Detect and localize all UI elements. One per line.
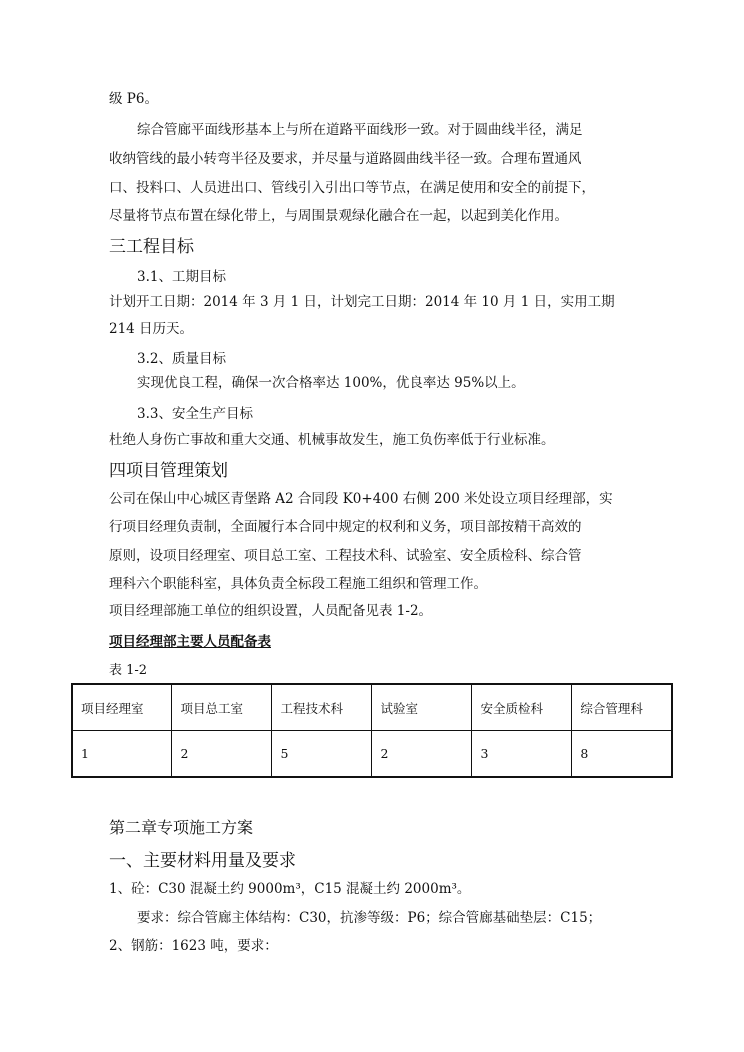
text-line: 1、砼：C30 混凝土约 9000m³，C15 混凝土约 2000m³。 <box>109 881 471 897</box>
text-line: 级 P6。 <box>109 91 158 107</box>
subsection-heading: 3.1、工期目标 <box>137 269 226 285</box>
text-line: 原则，设项目经理室、项目总工室、工程技术科、试验室、安全质检科、综合管 <box>109 548 582 564</box>
table-row <box>72 731 672 778</box>
subsection-heading: 3.3、安全生产目标 <box>137 406 253 422</box>
table-header-row <box>72 684 672 731</box>
table-cell: 1 <box>72 731 172 778</box>
table-header-cell: 试验室 <box>372 684 472 731</box>
table-cell: 2 <box>372 731 472 778</box>
table-title: 项目经理部主要人员配备表 <box>109 634 271 650</box>
table-cell: 5 <box>272 731 372 778</box>
table-header-cell: 安全质检科 <box>472 684 572 731</box>
text-line: 杜绝人身伤亡事故和重大交通、机械事故发生，施工负伤率低于行业标准。 <box>109 432 555 448</box>
text-line: 尽量将节点布置在绿化带上，与周围景观绿化融合在一起，以起到美化作用。 <box>109 208 568 224</box>
table-header-cell: 项目经理室 <box>72 684 172 731</box>
text-line: 项目经理部施工单位的组织设置，人员配备见表 1-2。 <box>109 603 433 619</box>
chapter-heading: 第二章专项施工方案 <box>109 818 254 837</box>
table-cell: 2 <box>172 731 272 778</box>
section-heading: 一、主要材料用量及要求 <box>109 851 296 871</box>
text-line: 综合管廊平面线形基本上与所在道路平面线形一致。对于圆曲线半径，满足 <box>137 122 583 138</box>
section-heading: 四项目管理策划 <box>109 461 228 481</box>
text-line: 要求：综合管廊主体结构：C30，抗渗等级：P6；综合管廊基础垫层：C15； <box>137 910 602 926</box>
text-line: 计划开工日期：2014 年 3 月 1 日，计划完工日期：2014 年 10 月 1 日，实用工期 <box>109 294 615 310</box>
text-line: 实现优良工程，确保一次合格率达 100%，优良率达 95%以上。 <box>137 375 525 391</box>
text-line: 行项目经理负责制，全面履行本合同中规定的权利和义务，项目部按精干高效的 <box>109 519 582 535</box>
text-line: 2、钢筋：1623 吨，要求： <box>109 938 278 954</box>
text-line: 公司在保山中心城区青堡路 A2 合同段 K0+400 右侧 200 米处设立项目经理部，实 <box>109 491 613 507</box>
section-heading: 三工程目标 <box>109 237 194 257</box>
staffing-table <box>71 683 673 778</box>
subsection-heading: 3.2、质量目标 <box>137 351 226 367</box>
table-cell: 3 <box>472 731 572 778</box>
text-line: 理科六个职能科室，具体负责全标段工程施工组织和管理工作。 <box>109 576 487 592</box>
text-line: 收纳管线的最小转弯半径及要求，并尽量与道路圆曲线半径一致。合理布置通风 <box>109 151 582 167</box>
table-cell: 8 <box>572 731 672 778</box>
text-line: 214 日历天。 <box>109 321 194 337</box>
text-line: 口、投料口、人员进出口、管线引入引出口等节点，在满足使用和安全的前提下， <box>109 180 595 196</box>
table-header-cell: 工程技术科 <box>272 684 372 731</box>
table-label: 表 1-2 <box>109 663 148 678</box>
table-header-cell: 综合管理科 <box>572 684 672 731</box>
table-header-cell: 项目总工室 <box>172 684 272 731</box>
